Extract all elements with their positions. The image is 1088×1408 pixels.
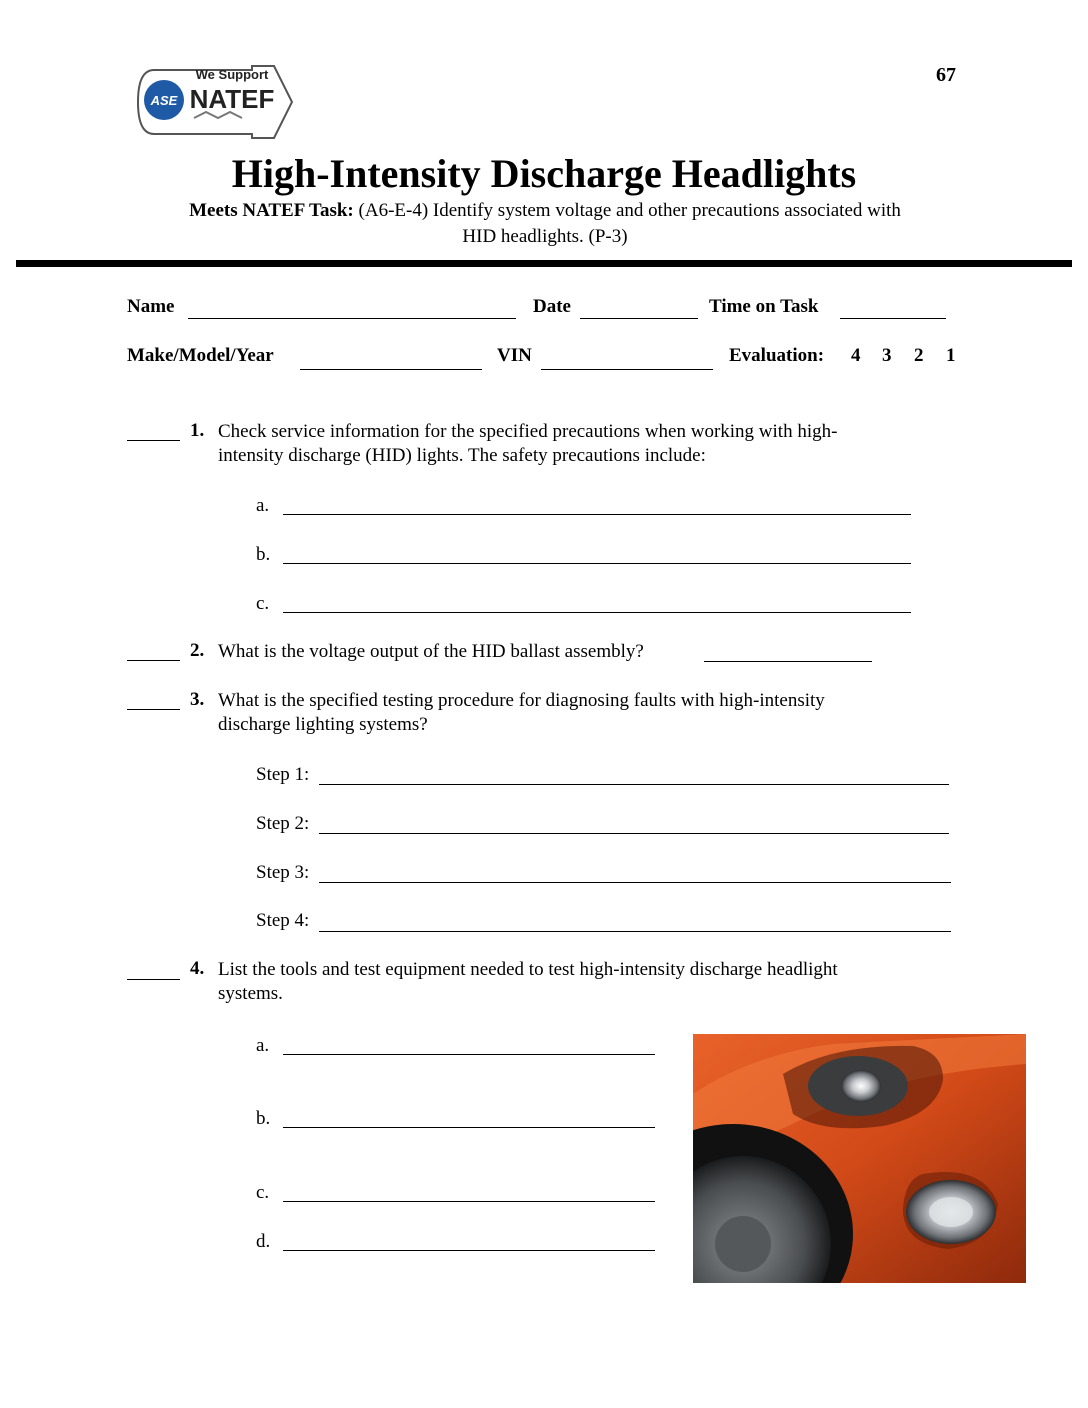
q4-answer-c-field[interactable]	[283, 1201, 655, 1202]
make-model-year-label: Make/Model/Year	[127, 345, 274, 366]
q2-number: 2.	[190, 640, 205, 661]
q4-answer-a-label: a.	[256, 1035, 270, 1056]
q4-answer-a-field[interactable]	[283, 1054, 655, 1055]
q1-number: 1.	[190, 420, 205, 441]
svg-text:ASE: ASE	[150, 93, 178, 108]
q1-line2: intensity discharge (HID) lights. The safety precautions include:	[218, 445, 706, 466]
task-text-line1: (A6-E-4) Identify system voltage and other precautions associated with	[353, 200, 901, 221]
task-description	[120, 198, 970, 250]
evaluation-label: Evaluation:	[729, 345, 825, 366]
page-number: 67	[936, 64, 956, 86]
date-label: Date	[533, 296, 571, 317]
header-divider	[16, 260, 1072, 267]
q3-line1: What is the specified testing procedure for diagnosing faults with high-intensity	[218, 690, 825, 711]
eval-score-3[interactable]: 3	[882, 345, 892, 366]
q3-step3-label: Step 3:	[256, 862, 310, 883]
q4-answer-b-label: b.	[256, 1108, 271, 1129]
date-field[interactable]	[580, 318, 698, 319]
q1-line1: Check service information for the specified precautions when working with high-	[218, 421, 838, 442]
name-field[interactable]	[188, 318, 516, 319]
q4-number: 4.	[190, 958, 205, 979]
eval-score-1[interactable]: 1	[946, 345, 956, 366]
vin-label: VIN	[497, 345, 532, 366]
q4-text	[218, 958, 938, 1006]
q1-answer-b-field[interactable]	[283, 563, 911, 564]
q4-answer-d-label: d.	[256, 1231, 271, 1252]
q1-answer-a-field[interactable]	[283, 514, 911, 515]
q4-line2: systems.	[218, 983, 283, 1004]
q4-check-blank[interactable]	[127, 979, 180, 980]
svg-text:We Support: We Support	[195, 67, 269, 82]
q4-answer-b-field[interactable]	[283, 1127, 655, 1128]
q3-step3-field[interactable]	[319, 882, 951, 883]
q3-number: 3.	[190, 689, 205, 710]
time-on-task-label: Time on Task	[709, 296, 819, 317]
q2-answer-field[interactable]	[704, 661, 872, 662]
q3-step4-field[interactable]	[319, 931, 951, 932]
name-label: Name	[127, 296, 175, 317]
make-model-year-field[interactable]	[300, 369, 482, 370]
vin-field[interactable]	[541, 369, 713, 370]
ase-natef-logo	[134, 62, 294, 144]
svg-text:NATEF: NATEF	[189, 84, 275, 114]
q4-line1: List the tools and test equipment needed to test high-intensity discharge headlight	[218, 959, 838, 980]
q1-answer-b-label: b.	[256, 544, 271, 565]
q3-step2-label: Step 2:	[256, 813, 310, 834]
q3-step4-label: Step 4:	[256, 910, 310, 931]
q1-answer-c-label: c.	[256, 593, 270, 614]
q3-step1-field[interactable]	[319, 784, 949, 785]
q2-text: What is the voltage output of the HID ballast assembly?	[218, 641, 644, 662]
eval-score-4[interactable]: 4	[851, 345, 861, 366]
q3-step1-label: Step 1:	[256, 764, 310, 785]
time-on-task-field[interactable]	[840, 318, 946, 319]
q1-answer-a-label: a.	[256, 495, 270, 516]
q3-check-blank[interactable]	[127, 709, 180, 710]
q3-line2: discharge lighting systems?	[218, 714, 428, 735]
q3-text	[218, 689, 938, 737]
q1-answer-c-field[interactable]	[283, 612, 911, 613]
q1-check-blank[interactable]	[127, 440, 180, 441]
task-label: Meets NATEF Task:	[189, 200, 354, 221]
q1-text	[218, 420, 938, 468]
q4-answer-c-label: c.	[256, 1182, 270, 1203]
hid-headlight-photo	[693, 1034, 1026, 1283]
q2-check-blank[interactable]	[127, 660, 180, 661]
task-text-line2: HID headlights. (P-3)	[462, 226, 628, 247]
page-title: High-Intensity Discharge Headlights	[231, 151, 857, 196]
q3-step2-field[interactable]	[319, 833, 949, 834]
q4-answer-d-field[interactable]	[283, 1250, 655, 1251]
eval-score-2[interactable]: 2	[914, 345, 924, 366]
